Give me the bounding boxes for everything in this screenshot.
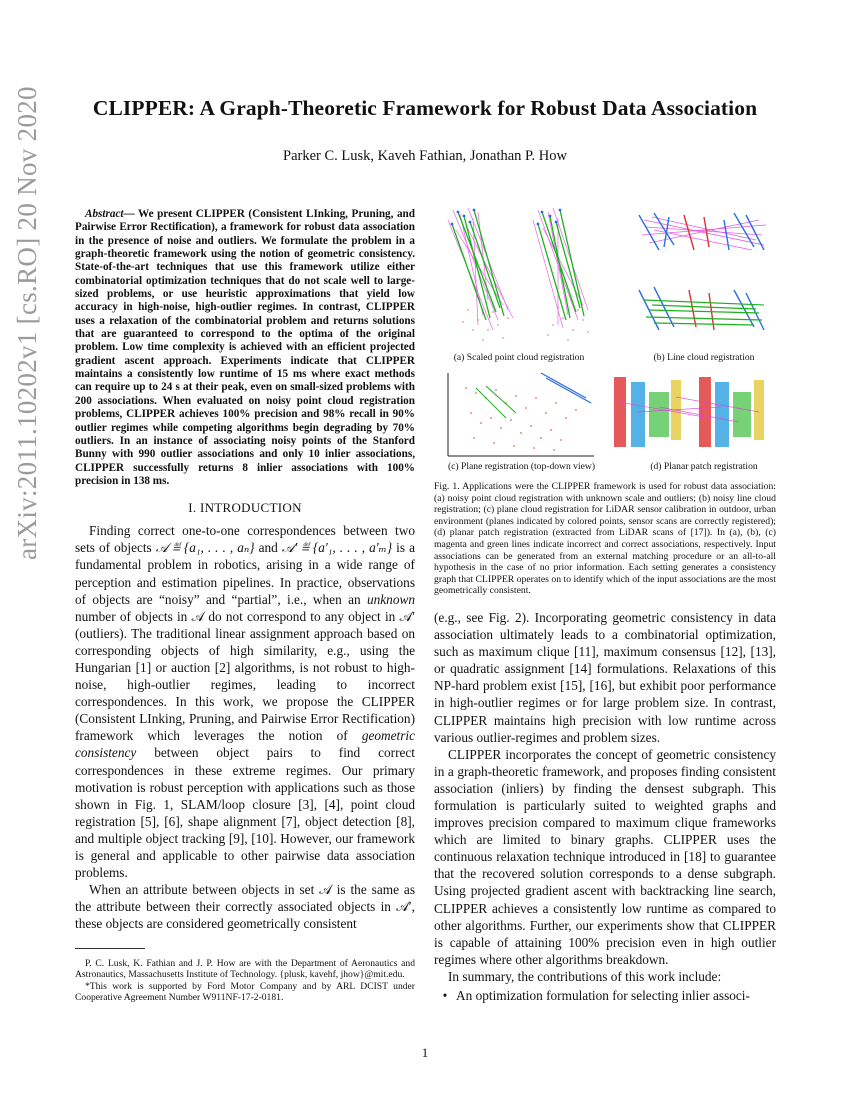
figure-subcaption-c: (c) Plane registration (top-down view)	[447, 461, 596, 472]
intro-text: between object pairs to find correct correspondences in these extreme regimes. Our primary motivation is robust perception with applications such as those shown in Fig. 1, SLAM/loop closure [3], [4], point cloud registration [5], [6], shape alignment [7], object detection [8], and multiple object tracking [9], [10]. However, our framework is general and applicable to other pairwise data association problems.	[75, 745, 415, 881]
right-paragraph-3: In summary, the contributions of this work include:	[448, 968, 722, 984]
figure-1	[434, 200, 776, 475]
footnotes	[75, 958, 415, 1004]
intro-text: Finding correct one-to-one correspondences between two sets of objects	[75, 523, 415, 556]
abstract-dash: —	[123, 208, 139, 220]
page-number: 1	[421, 1045, 429, 1060]
math-set-a: 𝒜 ≝ {a₁, . . . , aₙ}	[155, 540, 255, 556]
intro-text: is a fundamental problem in robotics, arising in a wide range of perception and estimation pipelines. In practice, observations of objects are “noisy” and “partial”, i.e., when an	[75, 540, 415, 607]
right-column	[434, 200, 776, 1004]
intro-text: and	[254, 540, 282, 556]
figure-subcaption-a: (a) Scaled point cloud registration	[453, 352, 585, 363]
abstract	[75, 208, 415, 488]
right-body	[434, 609, 776, 1004]
right-paragraph-1: (e.g., see Fig. 2). Incorporating geometric consistency in data association ultimately leads to a combinatorial optimization, such as maximum clique [11], maximum consensus [12], [13], or quadratic assignment [14] formulations. Relaxations of this NP-hard problem exist [15], [16], but exhibit poor performance in high-outlier regimes or for large problem size. In contrast, CLIPPER maintains high precision with low runtime across various outlier-regimes and problem sizes.	[434, 609, 776, 745]
paper-authors: Parker C. Lusk, Kaveh Fathian, Jonathan P. How	[283, 148, 567, 164]
footnote-funding: *This work is supported by Ford Motor Company and by ARL DCIST under Cooperative Agreement Number W911NF-17-2-0181.	[75, 980, 415, 1004]
bullet-icon: •	[442, 988, 448, 1003]
paper-title: CLIPPER: A Graph-Theoretic Framework for Robust Data Association	[92, 96, 758, 120]
right-paragraph-2: CLIPPER incorporates the concept of geometric consistency in a graph-theoretic framework, and proposes finding consistent association (inliers) by finding the densest subgraph. This formulation is particularly suited to weighted graphs and improves precision compared to maximum clique frameworks which are limited to binary graphs. CLIPPER uses the continuous relaxation technique introduced in [18] to guarantee that the recovered solution corresponds to a dense subgraph. Using projected gradient ascent with backtracking line search, CLIPPER achieves a consistently low runtime as compared to other algorithms. Further, our experiments show that CLIPPER is capable of attaining 100% precision even in high outlier regimes where other algorithms breakdown.	[434, 746, 776, 967]
figure-caption: Fig. 1. Applications were the CLIPPER framework is used for robust data association: (a) noisy point cloud registration with unknown scale and outliers; (b) noisy line cloud registration; (c) plane cloud registration for LiDAR sensor calibration in outdoor, urban environment (planes indicated by colored points, sensor scans are correctly registered); (d) planar patch registration (extracted from LiDAR scans of [17]). In (a), (b), (c) magenta and green lines indicate incorrect and correct associations, respectively. Input associations can be generated from an external matching procedure or an all-to-all hypothesis in the case of no prior information. Each setting generates a consistency graph that CLIPPER operates on to identify which of the input associations are the most geometrically consistent.	[434, 481, 776, 597]
abstract-text: We present CLIPPER (Consistent LInking, Pruning, and Pairwise Error Rectification), a framework for robust data association in the presence of noise and outliers. We formulate the problem in a graph-theoretic framework using the notion of geometric consistency. State-of-the-art techniques that use this framework utilize either combinatorial optimization techniques that do not scale well to large-sized problems, or use heuristic approximations that yield low accuracy in high-noise, high-outlier regimes. In contrast, CLIPPER uses a relaxation of the combinatorial problem and returns solutions that are guaranteed to correspond to the optima of the original problem. Low time complexity is achieved with an efficient projected gradient ascent approach. Experiments indicate that CLIPPER maintains a consistently low runtime of 15 ms where exact methods can require up to 24 s at their peak, even on small-sized problems with 200 associations. When evaluated on noisy point cloud registration problems, CLIPPER achieves 100% precision and 98% recall in 90% outlier regimes while competing algorithms begin degrading by 70% outliers. In an instance of associating noisy points of the Stanford Bunny with 990 outlier associations and only 10 inlier associations, CLIPPER successfully returns 8 inlier associations with 100% precision in 138 ms.	[75, 208, 415, 487]
emphasis-geometric-consistency: geometric consistency	[75, 728, 415, 761]
intro-text: number of objects in 𝒜 do not correspond to any object in 𝒜′ (outliers). The traditional linear assignment approach based on corresponding objects of high similarity, e.g., using the Hungarian [1] or auction [2] algorithms, is not robust to high-noise, high-outlier regimes, leading to incorrect correspondences. In this work, we propose the CLIPPER (Consistent LInking, Pruning, and Pairwise Error Rectification) framework which leverages the notion of	[75, 608, 415, 744]
figure-panel-d-image	[609, 372, 774, 457]
figure-panel-c-image	[446, 368, 596, 458]
left-column	[75, 208, 415, 932]
footnote-affiliation: P. C. Lusk, K. Fathian and J. P. How are with the Department of Aeronautics and Astronautics, Massachusetts Institute of Technology. {plusk, kavehf, jhow}@mit.edu.	[75, 958, 415, 981]
emphasis-unknown: unknown	[366, 591, 415, 607]
figure-panel-a-image	[438, 200, 603, 350]
intro-paragraph-1	[75, 522, 415, 881]
figure-subcaption-b: (b) Line cloud registration	[653, 352, 755, 363]
arxiv-stamp: arXiv:2011.10202v1 [cs.RO] 20 Nov 2020	[12, 86, 42, 560]
footnote-rule	[75, 948, 145, 949]
contribution-list-item	[434, 987, 776, 1004]
math-set-a-prime: 𝒜′ ≝ {a′₁, . . . , a′ₘ}	[281, 540, 393, 556]
section-heading-introduction: I. INTRODUCTION	[188, 500, 302, 516]
intro-paragraph-2: When an attribute between objects in set 𝒜 is the same as the attribute between their correctly associated objects in 𝒜′, these objects are considered geometrically consistent	[75, 882, 415, 932]
figure-subcaption-d: (d) Planar patch registration	[650, 461, 758, 472]
contribution-text: An optimization formulation for selecting inlier associ-	[456, 988, 750, 1003]
figure-panel-b-image	[634, 205, 774, 350]
abstract-lead: Abstract	[85, 208, 124, 220]
